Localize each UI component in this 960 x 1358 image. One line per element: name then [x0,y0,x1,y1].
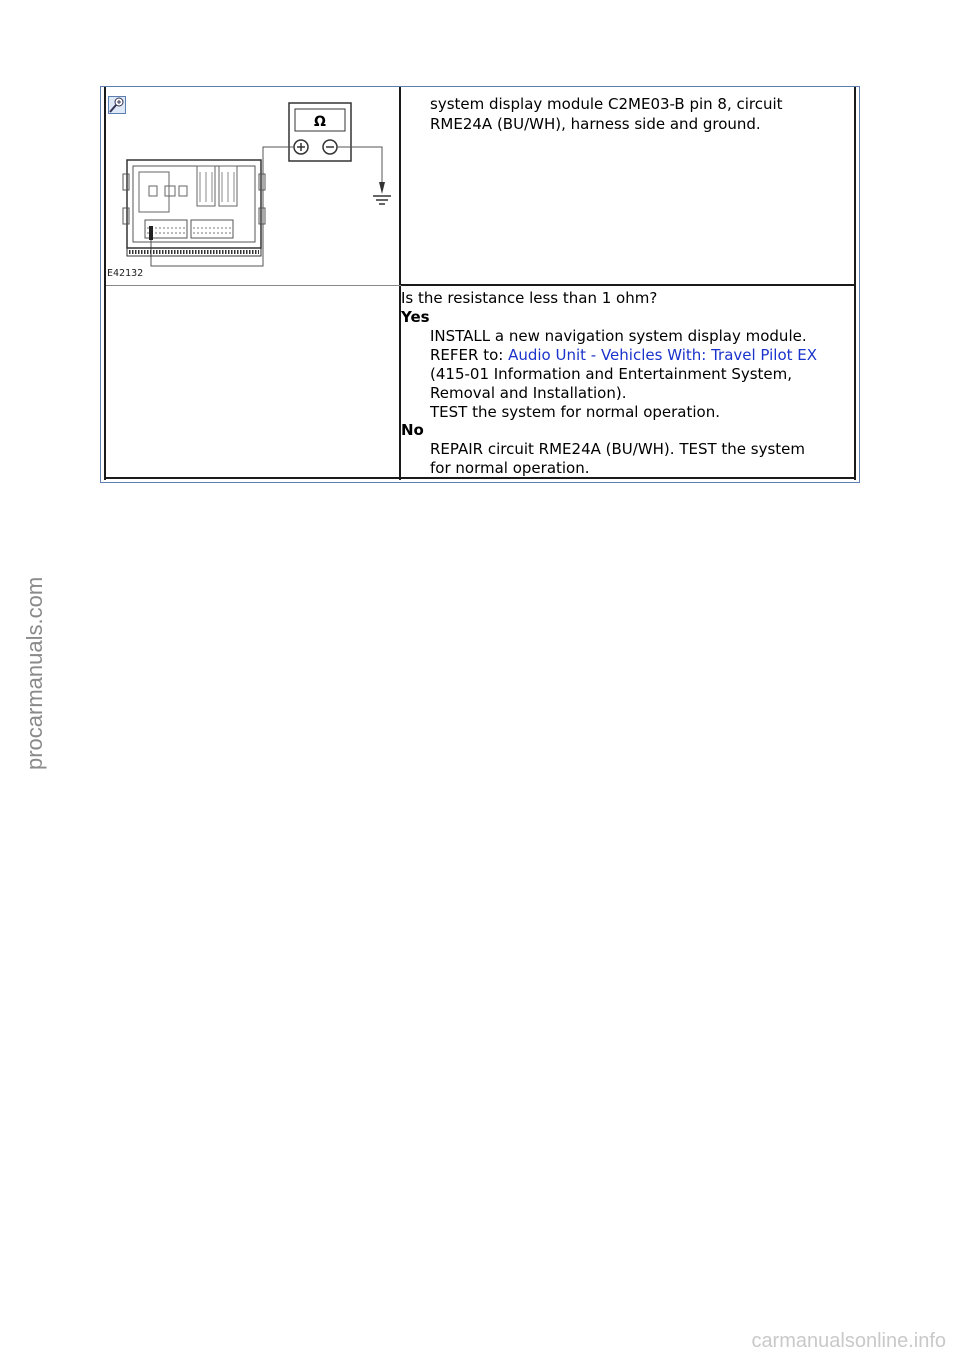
refer-prefix: REFER to: [430,346,509,364]
probe-pin-8 [149,226,153,240]
no-action-line-2: for normal operation. [430,459,590,477]
step-description-line-2: RME24A (BU/WH), harness side and ground. [430,115,761,133]
diagram-id-label: E42132 [107,268,144,279]
yes-action-line-3: (415-01 Information and Entertainment System, [430,365,793,383]
no-label: No [401,421,424,439]
side-watermark: procarmanuals.com [22,576,47,770]
yes-label: Yes [401,308,430,326]
yes-action-line-5: TEST the system for normal operation. [430,403,720,421]
ohm-symbol: Ω [314,114,326,130]
yes-action-line-1: INSTALL a new navigation system display module. [430,327,807,345]
connector-c2me03-b [123,160,265,256]
table-border-right [854,87,856,480]
zoom-icon[interactable] [108,96,126,114]
audio-unit-link[interactable]: Audio Unit - Vehicles With: Travel Pilot EX [508,346,818,364]
connector-diagram [105,100,397,284]
footer-watermark: carmanualsonline.info [751,1330,946,1352]
no-action-line-1: REPAIR circuit RME24A (BU/WH). TEST the system [430,440,806,458]
step-description-line-1: system display module C2ME03-B pin 8, circuit [430,95,783,113]
multimeter-body [289,103,351,161]
row-divider-right [401,284,854,286]
yes-action-line-4: Removal and Installation). [430,384,627,402]
yes-refer-line [430,346,817,365]
negative-lead [337,147,382,192]
question-text: Is the resistance less than 1 ohm? [401,289,658,307]
